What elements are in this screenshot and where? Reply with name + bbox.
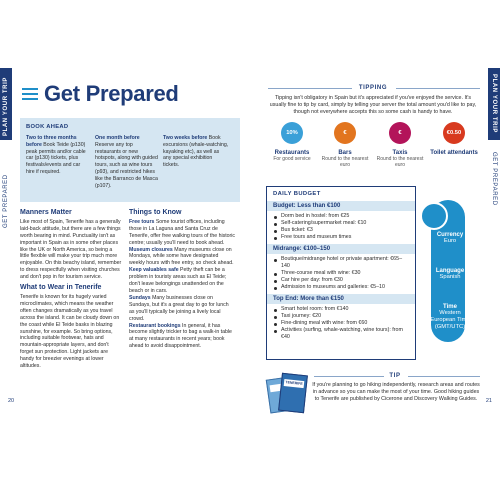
currency-title: Currency [436, 232, 464, 238]
tip-sub: Round to the nearest euro [321, 156, 369, 168]
side-section-label: GET PREPARED [3, 174, 9, 228]
list-item: Self-catering/supermarket meal: €10 [281, 220, 409, 227]
list-item: Free tours and museum times [281, 234, 409, 241]
side-tab-label: PLAN YOUR TRIP [3, 77, 9, 136]
tip-restaurants [266, 122, 318, 162]
tip-label: Taxis [392, 150, 408, 156]
globe-icon [420, 202, 448, 230]
list-item: Activities (surfing, whale-watching, wine tours): from €40 [281, 327, 409, 341]
side-tab-label: PLAN YOUR TRIP [491, 74, 497, 133]
tip-bars [319, 122, 371, 168]
things-item: Museum closures Many museums close on Mondays, while some have designated weekly hours with free entry, so check ahead. [129, 246, 234, 267]
book-cover [278, 373, 308, 414]
tip-body: If you're planning to go hiking independently, research areas and routes in advance so you can make the most of your time. Good hiking guides to Tenerife are published by Cicerone and Discovery Walking Guides. [312, 382, 480, 402]
side-section-label: GET PREPARED [491, 152, 497, 206]
currency-info [416, 232, 484, 245]
tip-heading: TIP [389, 373, 401, 379]
things-item: Free tours Some tourist offices, including those in La Laguna and Santa Cruz de Tenerife, offer free walking tours of the historic centre; usually you'll need to book ahead. [129, 218, 236, 246]
time-info [416, 304, 484, 331]
book-ahead-col-3-heading: Two weeks before [163, 135, 208, 141]
book-ahead-col-2 [95, 135, 159, 189]
guidebook-covers [268, 372, 310, 420]
page-number: 21 [485, 398, 492, 404]
language-value: Spanish [439, 274, 461, 280]
tipping-heading: TIPPING [358, 85, 388, 91]
left-column-1 [20, 210, 122, 370]
tip-value: 10% [281, 122, 303, 144]
budget-tier-title: Budget: Less than €100 [267, 201, 415, 211]
book-ahead-col-2-heading: One month before [95, 135, 140, 141]
language-title: Language [435, 268, 465, 274]
tip-sub: For good service [273, 156, 311, 162]
budget-heading: DAILY BUDGET [273, 191, 321, 197]
time-value: Western European Time (GMT/UTC) [430, 310, 470, 330]
tip-label: Toilet attendants [430, 150, 478, 156]
things-item: Restaurant bookings In general, it has become slightly trickier to bag a walk-in table at many restaurants in recent years; book ahead to avoid disappointment. [129, 322, 232, 350]
tip-taxis [374, 122, 426, 168]
list-item: Three-course meal with wine: €30 [281, 270, 409, 277]
left-column-2 [129, 210, 235, 350]
book-ahead-box [20, 118, 240, 202]
budget-list [267, 254, 415, 294]
budget-tier-title: Top End: More than €150 [267, 294, 415, 304]
language-info [416, 268, 484, 281]
list-item: Smart hotel room: from €140 [281, 306, 409, 313]
tip-label: Bars [338, 150, 352, 156]
book-ahead-col-1 [26, 135, 90, 176]
tip-label: Restaurants [274, 150, 310, 156]
book-ahead-col-2-text: Reserve any top restaurants or new hotspots, along with guided tours, such as wine tours (p93), and restricted hikes like the Barranco de Masca (p107). [95, 141, 158, 189]
wear-heading: What to Wear in Tenerife [20, 284, 102, 292]
book-ahead-col-1-text: Book Teide (p130) peak permits and/or cable car (p130) tickets, plus festivals/events and car hire if required. [26, 141, 86, 175]
checklist-icon [22, 88, 38, 102]
tip-sub: Round to the nearest euro [376, 156, 424, 168]
list-item: Car hire per day: from €30 [281, 277, 409, 284]
tip-value: €0.50 [443, 122, 465, 144]
tipping-body: Tipping isn't obligatory in Spain but it's appreciated if you've enjoyed the service. It's usually fine to tip by card, simply by telling your server the total amount you'd like to pay, though not everywhere accepts this so some cash is handy to have. [269, 95, 477, 115]
list-item: Taxi journey: €20 [281, 313, 409, 320]
things-item: Sundays Many businesses close on Sundays, but it's a great day to go for lunch as you'll typically be joining a lively local crowd. [129, 294, 229, 322]
time-title: Time [443, 304, 457, 310]
book-ahead-heading: BOOK AHEAD [26, 124, 69, 130]
right-page [250, 0, 500, 500]
tip-toilet-attendants [428, 122, 480, 156]
manners-body: Like most of Spain, Tenerife has a generally laid-back attitude, but there are a few things worth bearing in mind. Punctuality isn't as important in Spain as in some other places like the UK or North America, so being a little flexible will make your trip much more enjoyable. On this beachy island, remember to dress respectfully when visiting churches and don't pop in for tourism service. [20, 218, 122, 281]
wear-body: Tenerife is known for its hugely varied microclimates, which means the weather often changes dramatically as you travel across the island. It can be cloudy down on the coast while El Teide basks in blazing sunshine, for example. So bring options, including suitable footwear, hats and mountain-appropriate layers, and don't forget sun protection. Light jackets are handy for breezier evenings at lower altitudes. [20, 293, 120, 370]
list-item: Boutique/midrange hotel or private apartment: €65–140 [281, 256, 409, 270]
daily-budget-box [266, 186, 416, 360]
tip-value: € [334, 122, 356, 144]
budget-tier-title: Midrange: €100–150 [267, 244, 415, 254]
things-heading: Things to Know [129, 209, 182, 216]
book-cover-title: TENERIFE [284, 379, 305, 388]
list-item: Bus ticket: €3 [281, 227, 409, 234]
book-ahead-col-3-text: Book excursions (whale-watching, kayaking etc), as well as any special exhibition tickets. [163, 135, 229, 169]
manners-heading: Manners Matter [20, 209, 72, 216]
list-item: Dorm bed in hostel: from €25 [281, 213, 409, 220]
book-ahead-col-1-heading: Two to three months before [26, 135, 77, 148]
page-title: Get Prepared [44, 81, 179, 106]
book-ahead-col-3 [163, 135, 229, 169]
list-item: Fine-dining meal with wine: from €60 [281, 320, 409, 327]
currency-value: Euro [443, 238, 457, 244]
things-item: Keep valuables safe Petty theft can be a problem in touristy areas such as El Teide; don't leave belongings unattended on the beach or in cars. [129, 267, 227, 294]
budget-list [267, 211, 415, 244]
tip-value: € [389, 122, 411, 144]
list-item: Admission to museums and galleries: €5–10 [281, 284, 409, 291]
budget-list [267, 304, 415, 344]
page-number: 20 [8, 398, 15, 404]
